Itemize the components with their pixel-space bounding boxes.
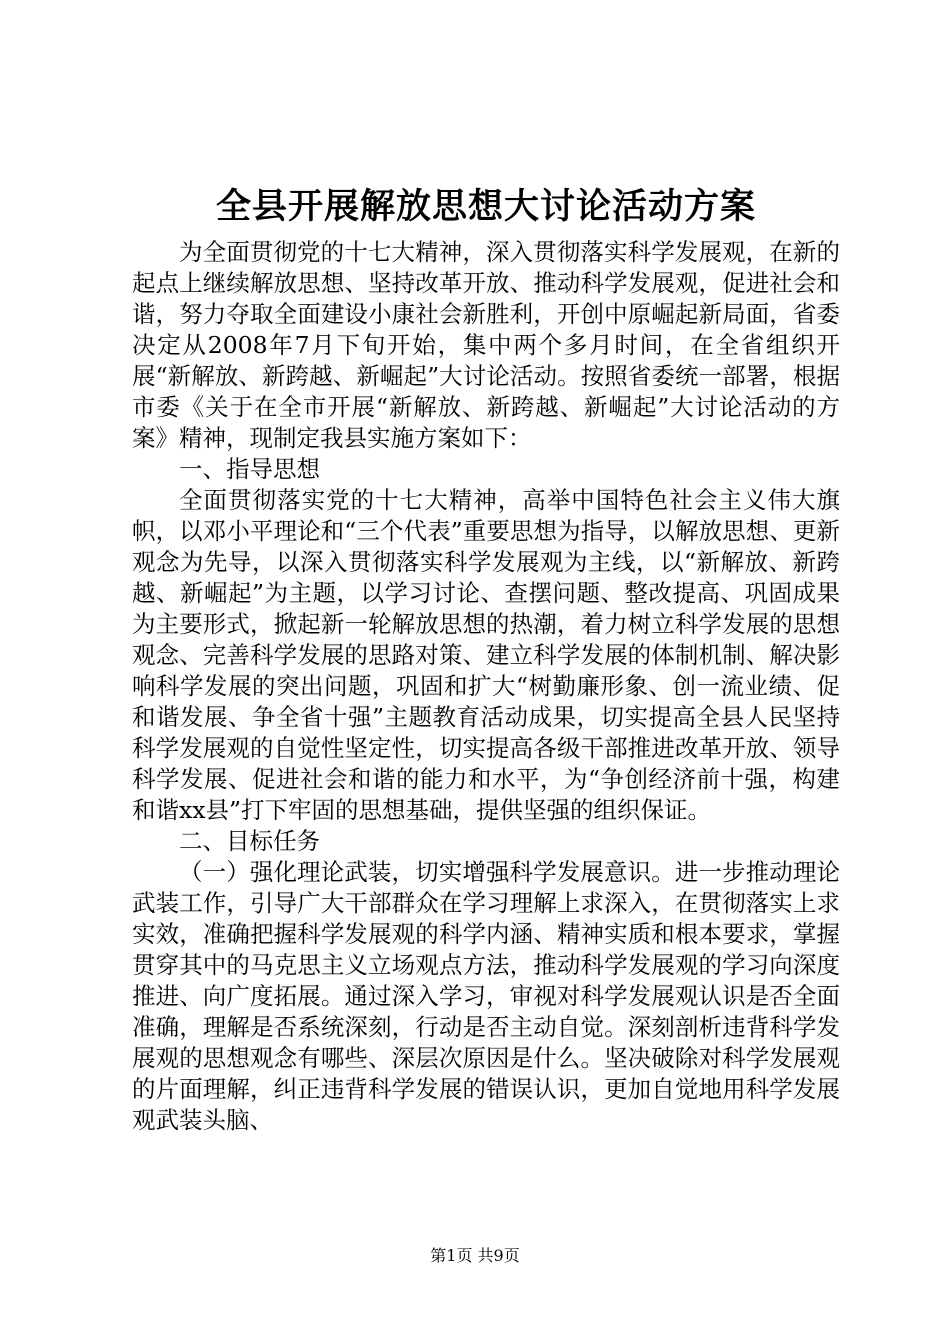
goals-tasks-paragraph: （一）强化理论武装，切实增强科学发展意识。进一步推动理论武装工作，引导广大干部群众在学习理解上求深入，在贯彻落实上求实效，准确把握科学发展观的科学内涵、精神实质和根本要求，掌握贯穿其中的马克思主义立场观点方法，推动科学发展观的学习向深度推进、向广度拓展。通过深入学习，审视对科学发展观认识是否全面准确，理解是否系统深刻，行动是否主动自觉。深刻剖析违背科学发展观的思想观念有哪些、深层次原因是什么。坚决破除对科学发展观的片面理解，纠正违背科学发展的错误认识，更加自觉地用科学发展观武装头脑、	[132, 858, 840, 1134]
document-title: 全县开展解放思想大讨论活动方案	[215, 186, 756, 227]
page-footer: 第1页 共9页	[430, 1246, 520, 1265]
document-page	[132, 182, 840, 1136]
section-heading-goals-tasks: 二、目标任务	[179, 827, 320, 855]
intro-paragraph: 为全面贯彻党的十七大精神，深入贯彻落实科学发展观，在新的起点上继续解放思想、坚持改革开放、推动科学发展观，促进社会和谐，努力夺取全面建设小康社会新胜利，开创中原崛起新局面，省委决定从2008年7月下旬开始，集中两个多月时间，在全省组织开展“新解放、新跨越、新崛起”大讨论活动。按照省委统一部署，根据市委《关于在全市开展“新解放、新跨越、新崛起”大讨论活动的方案》精神，现制定我县实施方案如下：	[132, 238, 840, 452]
section-heading-guiding-ideology: 一、指导思想	[179, 455, 320, 483]
guiding-ideology-paragraph: 全面贯彻落实党的十七大精神，高举中国特色社会主义伟大旗帜，以邓小平理论和“三个代表”重要思想为指导，以解放思想、更新观念为先导，以深入贯彻落实科学发展观为主线，以“新解放、新跨越、新崛起”为主题，以学习讨论、查摆问题、整改提高、巩固成果为主要形式，掀起新一轮解放思想的热潮，着力树立科学发展的思想观念、完善科学发展的思路对策、建立科学发展的体制机制、解决影响科学发展的突出问题，巩固和扩大“树勤廉形象、创一流业绩、促和谐发展、争全省十强”主题教育活动成果，切实提高全县人民坚持科学发展观的自觉性坚定性，切实提高各级干部推进改革开放、领导科学发展、促进社会和谐的能力和水平，为“争创经济前十强，构建和谐xx县”打下牢固的思想基础，提供坚强的组织保证。	[132, 486, 840, 824]
